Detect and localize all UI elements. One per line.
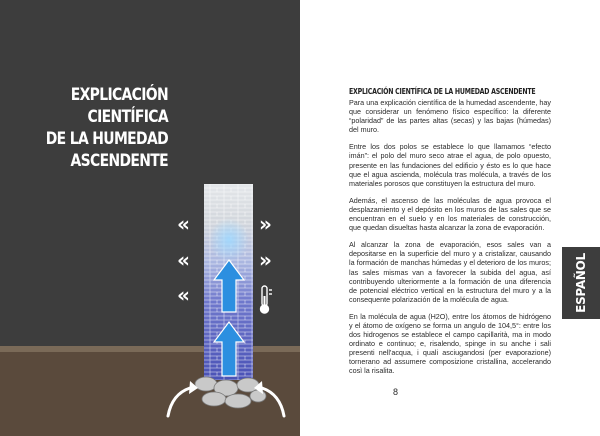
title-line-3: DE LA HUMEDAD bbox=[45, 129, 168, 149]
section-title: EXPLICACIÓN CIENTÍFICA DE LA HUMEDAD ASCENDENTE bbox=[349, 87, 536, 96]
chevron-left-icon-1: « bbox=[177, 212, 190, 236]
paragraph-1: Para una explicación científica de la humedad ascendente, hay que considerar un fenómeno físico específico: la diferente “polaridad” de las partes altas (secas) y las bajas (húmedas) del muro. bbox=[349, 98, 551, 135]
chevron-left-icon-2: « bbox=[177, 248, 190, 272]
title-line-1: EXPLICACIÓN bbox=[70, 85, 168, 105]
chevron-right-icon-1: » bbox=[259, 212, 272, 236]
chevron-left-icon-3: « bbox=[177, 283, 190, 307]
page-number: 8 bbox=[393, 387, 399, 397]
text-panel bbox=[300, 0, 600, 436]
thermometer-icon bbox=[261, 286, 273, 313]
paragraph-5: En la molécula de agua (H2O), entre los átomos de hidrógeno y el átomo de oxígeno se forma un angulo de 104,5°: entre los dos hidrogenos se establece el campo capillarità, ma in modo ordinato e continuo; e, risalendo, spinge in su anche i sali presenti nell'acqua, i quali asciugandosi (per evaporazione) tornerano ad assumere composizione cristallina, accelerando così la risalita. bbox=[349, 311, 551, 376]
title-line-2: CIENTÍFICA bbox=[87, 107, 168, 127]
foundation-stones bbox=[195, 377, 266, 408]
body-text bbox=[349, 98, 551, 384]
chevron-right-icon-2: » bbox=[259, 248, 272, 272]
language-tab bbox=[562, 247, 600, 319]
paragraph-3: Además, el ascenso de las moléculas de agua provoca el desplazamiento y el depósito en los muros de las sales que se encuentran en el suelo y en los materiales de construcción, que quedan disueltas hasta alcanzar la zona de evaporación. bbox=[349, 195, 551, 233]
language-tab-label: ESPAÑOL bbox=[574, 253, 588, 313]
title-line-4: ASCENDENTE bbox=[70, 151, 168, 171]
paragraph-4: Al alcanzar la zona de evaporación, esos sales van a depositarse en la superficie del muro y a cristalizar, causando la formación de manchas húmedas y el deterioro de los muros; las sales mismas van a favorecer la subida del agua, así contribuyendo ulteriormente a la formación de una diferencia de potencial eléctrico vertical en la estructura del muro y a la consequente polarización de la molécula de agua. bbox=[349, 240, 551, 304]
paragraph-2: Entre los dos polos se establece lo que llamamos “efecto imán”: el polo del muro seco atrae el agua, de polo opuesto, presente en las fundaciones del edificio y ésto es lo que hace que el agua ascienda, molécula tras molécula, a través de los materiales porosos que constituyen la estructura del muro. bbox=[349, 142, 551, 188]
